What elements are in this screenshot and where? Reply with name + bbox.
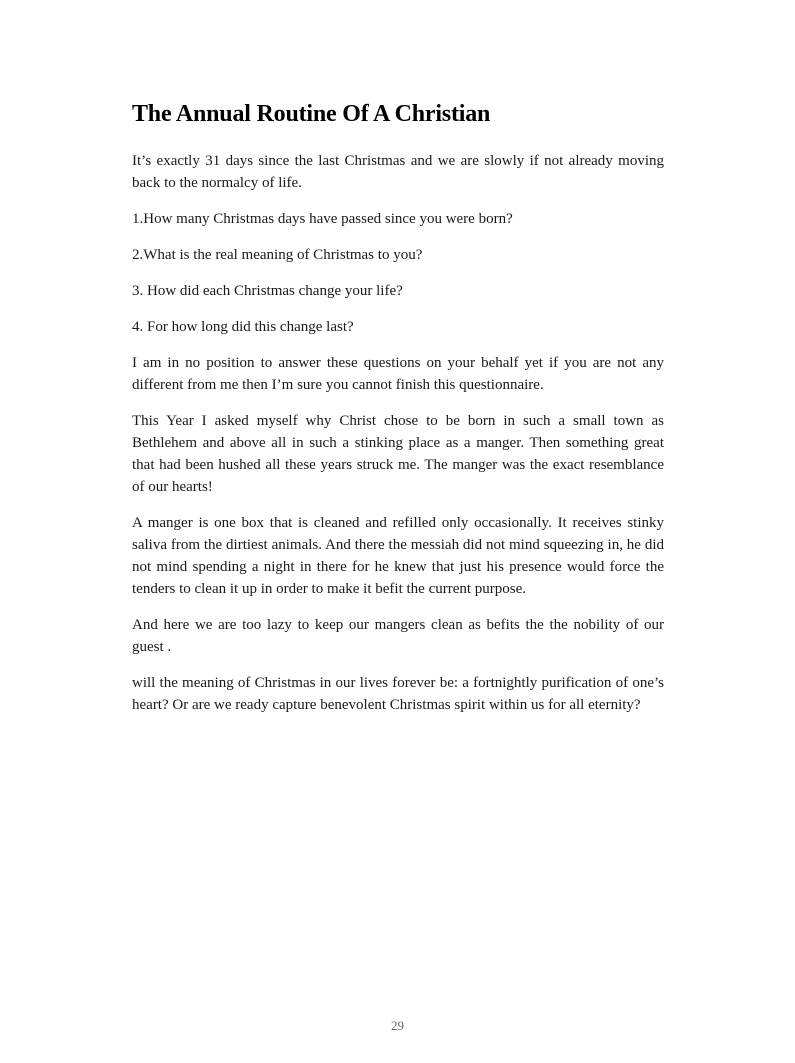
question-1: 1.How many Christmas days have passed since you were born? <box>132 211 513 227</box>
paragraph-intro: It’s exactly 31 days since the last Christmas and we are slowly if not already moving back to the normalcy of life. <box>132 153 664 191</box>
page-number: 29 <box>391 1018 404 1033</box>
question-4: 4. For how long did this change last? <box>132 319 354 335</box>
question-3: 3. How did each Christmas change your life? <box>132 283 403 299</box>
paragraph-lazy: And here we are too lazy to keep our mangers clean as befits the the nobility of our guest . <box>132 617 664 655</box>
paragraph-bethlehem: This Year I asked myself why Christ chose to be born in such a small town as Bethlehem and above all in such a stinking place as a manger. Then something great that had been hushed all these years struck me. The manger was the exact resemblance of our hearts! <box>132 413 664 495</box>
document-page <box>132 98 664 730</box>
paragraph-closing: will the meaning of Christmas in our lives forever be: a fortnightly purification of one’s heart? Or are we ready capture benevolent Christmas spirit within us for all eternity? <box>132 675 664 713</box>
paragraph-no-position: I am in no position to answer these questions on your behalf yet if you are not any different from me then I’m sure you cannot finish this questionnaire. <box>132 355 664 393</box>
paragraph-manger: A manger is one box that is cleaned and refilled only occasionally. It receives stinky saliva from the dirtiest animals. And there the messiah did not mind squeezing in, he did not mind spending a night in there for he knew that just his presence would force the tenders to clean it up in order to make it befit the current purpose. <box>132 515 664 597</box>
question-2: 2.What is the real meaning of Christmas to you? <box>132 247 423 263</box>
document-title: The Annual Routine Of A Christian <box>132 101 491 127</box>
